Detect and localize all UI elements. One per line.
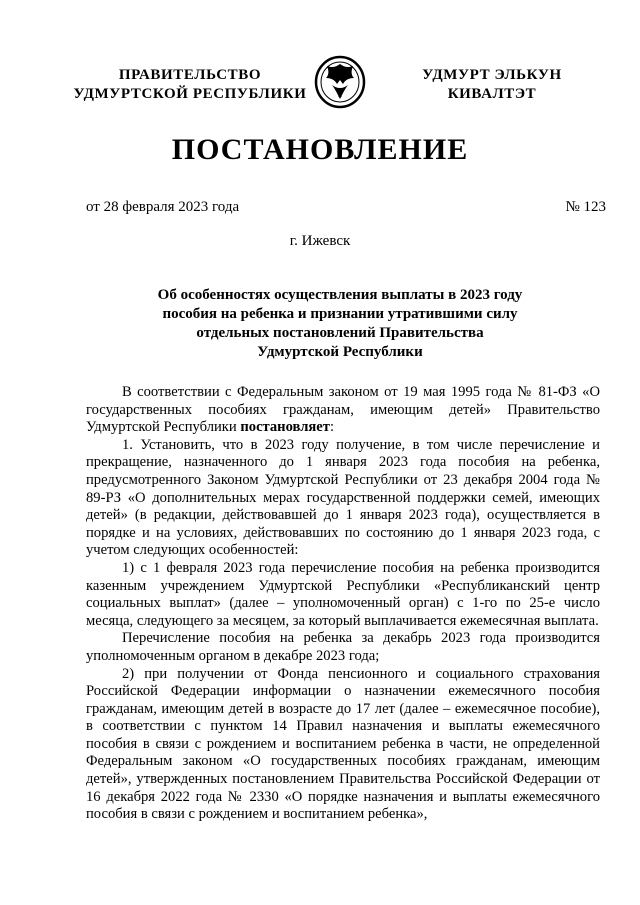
document-title: [120, 286, 560, 362]
government-name-line-2: УДМУРТСКОЙ РЕСПУБЛИКИ: [73, 86, 307, 102]
document-type-heading: ПОСТАНОВЛЕНИЕ: [171, 133, 469, 166]
paragraph-1-item-1: 1) с 1 февраля 2023 года перечисление пособия на ребенка производится казенным учреждением Удмуртской Республики «Республиканский центр социальных выплат» (далее – уполномоченный орган) с 1-го по 25-е число месяца, следующего за месяцем, за который выплачивается ежемесячная выплата.: [86, 559, 600, 629]
paragraph-1: 1. Установить, что в 2023 году получение, в том числе перечисление и прекращение, назначенного до 1 января 2023 года пособия на ребенка, предусмотренного Законом Удмуртской Республики от 23 декабря 2004 года № 89-РЗ «О дополнительных мерах государственной поддержки семей, имеющих детей» (в редакции, действовавшей до 1 января 2023 года), осуществляется в порядке и на условиях, действовавших по состоянию до 1 января 2023 года, с учетом следующих особенностей:: [86, 436, 600, 559]
government-name-udmurt-line-1: УДМУРТ ЭЛЬКУН: [422, 67, 562, 83]
title-line-3: отдельных постановлений Правительства: [196, 325, 484, 341]
document-number: № 123: [565, 199, 606, 215]
title-line-4: Удмуртской Республики: [257, 344, 423, 360]
title-line-1: Об особенностях осуществления выплаты в 2023 году: [157, 287, 523, 303]
intro-text: В соответствии с Федеральным законом от 19 мая 1995 года № 81-ФЗ «О государственных пособиях гражданам, имеющим детей» Правительство Удмуртской Республики: [86, 384, 600, 436]
government-name-udmurt-line-2: КИВАЛТЭТ: [447, 86, 537, 102]
document-date: от 28 февраля 2023 года: [86, 199, 240, 215]
government-name-udmurt: [392, 66, 592, 104]
intro-end: :: [329, 419, 335, 436]
government-name-line-1: ПРАВИТЕЛЬСТВО: [118, 67, 262, 83]
coat-of-arms-icon: [313, 55, 367, 109]
title-line-2: пособия на ребенка и признании утратившими силу: [162, 306, 518, 322]
paragraph-1-item-2: 2) при получении от Фонда пенсионного и социального страхования Российской Федерации информации о назначении ежемесячного пособия гражданам, имеющим детей в возрасте до 17 лет (далее – ежемесячное пособие), в соответствии с пунктом 14 Правил назначения и выплаты ежемесячного пособия в связи с рождением и воспитанием ребенка в части, не определенной Федеральным законом «О государственных пособиях гражданам, имеющим детей», утвержденных постановлением Правительства Российской Федерации от 16 декабря 2022 года № 2330 «О порядке назначения и выплаты ежемесячного пособия в связи с рождением и воспитанием ребенка»,: [86, 665, 600, 823]
intro-paragraph: [86, 384, 600, 437]
document-city: г. Ижевск: [289, 233, 351, 249]
government-name-russian: [70, 66, 310, 104]
document-body: [86, 384, 600, 824]
resolves-keyword: постановляет: [240, 419, 330, 436]
paragraph-1-item-1-continued: Перечисление пособия на ребенка за декабрь 2023 года производится уполномоченным органом в декабре 2023 года;: [86, 630, 600, 664]
